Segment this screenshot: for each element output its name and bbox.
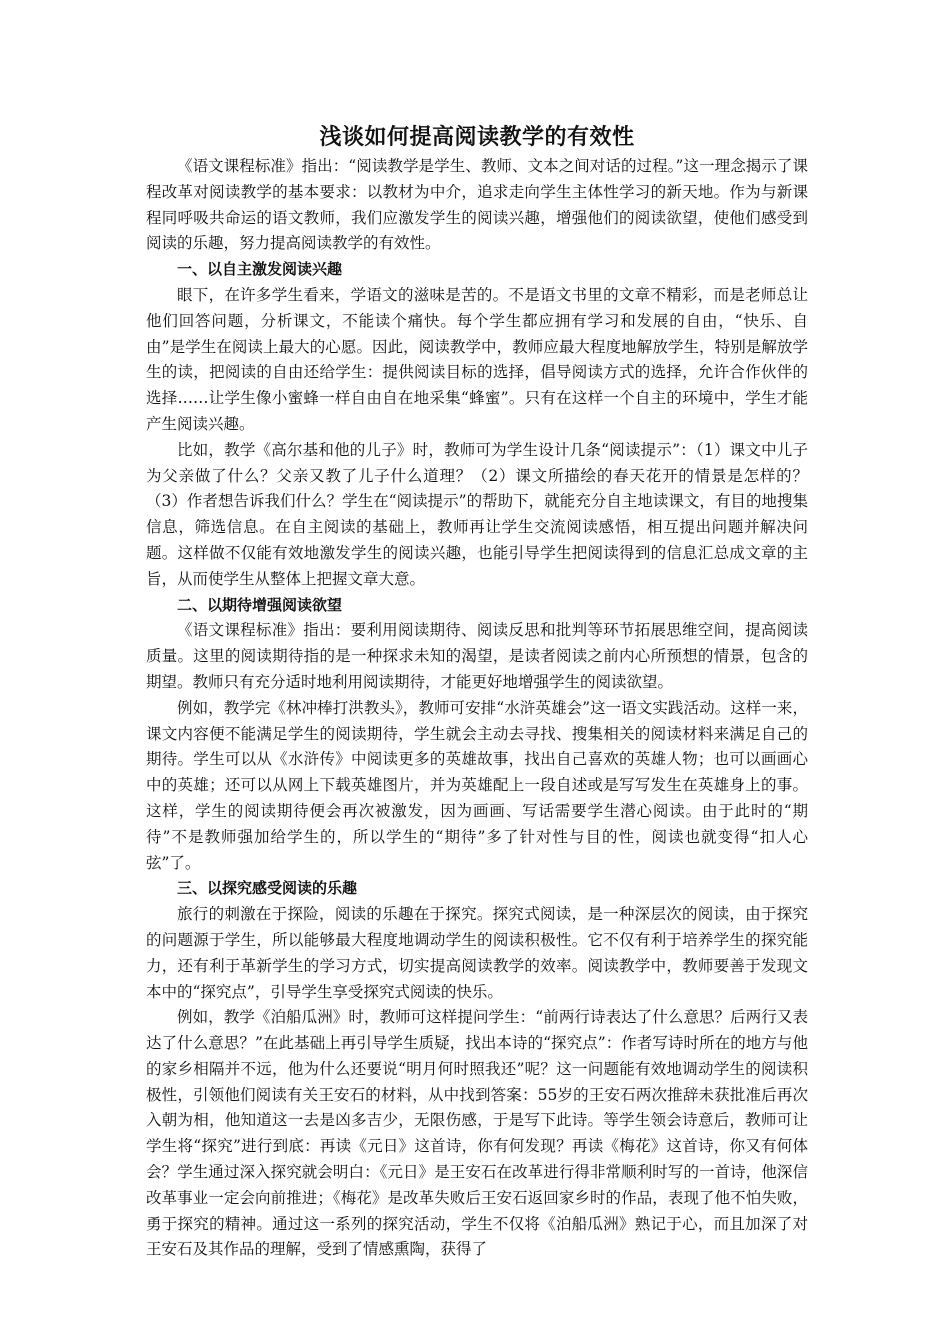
section-3-paragraph-2: 例如，教学《泊船瓜洲》时，教师可这样提问学生：“前两行诗表达了什么意思？后两行又表达了什么意思？”在此基础上再引导学生质疑，找出本诗的“探究点”：作者写诗时所在的地方与他的家乡相隔并不远，他为什么还要说“明月何时照我还”呢？这一问题能有效地调动学生的阅读积极性，引领他们阅读有关王安石的材料，从中找到答案：55岁的王安石两次推辞未获批准后再次入朝为相，他知道这一去是凶多吉少，无限伤感，于是写下此诗。等学生领会诗意后，教师可让学生将“探究”进行到底：再读《元日》这首诗，你有何发现？再读《梅花》这首诗，你又有何体会？学生通过深入探究就会明白：《元日》是王安石在改革进行得非常顺利时写的一首诗，他深信改革事业一定会向前推进；《梅花》是改革失败后王安石返回家乡时的作品，表现了他不怕失败，勇于探究的精神。通过这一系列的探究活动，学生不仅将《泊船瓜洲》熟记于心，而且加深了对王安石及其作品的理解，受到了情感熏陶，获得了 — [146, 1008, 808, 1259]
section-heading-3: 三、以探究感受阅读的乐趣 — [177, 879, 358, 898]
document-title: 浅谈如何提高阅读教学的有效性 — [319, 124, 635, 150]
section-2-paragraph-2: 例如，教学完《林冲棒打洪教头》，教师可安排“水浒英雄会”这一语文实践活动。这样一来，课文内容便不能满足学生的阅读期待，学生就会主动去寻找、搜集相关的阅读材料来满足自己的期待。学生可以从《水浒传》中阅读更多的英雄故事，找出自己喜欢的英雄人物；也可以画画心中的英雄；还可以从网上下载英雄图片，并为英雄配上一段自述或是写写发生在英雄身上的事。这样，学生的阅读期待便会再次被激发，因为画画、写话需要学生潜心阅读。由于此时的“期待”不是教师强加给学生的，所以学生的“期待”多了针对性与目的性，阅读也就变得“扣人心弦”了。 — [146, 698, 808, 872]
section-1-paragraph-2: 比如，教学《高尔基和他的儿子》时，教师可为学生设计几条“阅读提示”：（1）课文中儿子为父亲做了什么？父亲又教了儿子什么道理？（2）课文所描绘的春天花开的情景是怎样的？（3）作者想告诉我们什么？学生在“阅读提示”的帮助下，就能充分自主地读课文，有目的地搜集信息，筛选信息。在自主阅读的基础上，教师再让学生交流阅读感悟，相互提出问题并解决问题。这样做不仅能有效地激发学生的阅读兴趣，也能引导学生把阅读得到的信息汇总成文章的主旨，从而使学生从整体上把握文章大意。 — [146, 440, 808, 588]
intro-paragraph: 《语文课程标准》指出：“阅读教学是学生、教师、文本之间对话的过程。”这一理念揭示了课程改革对阅读教学的基本要求：以教材为中介，追求走向学生主体性学习的新天地。作为与新课程同呼吸共命运的语文教师，我们应激发学生的阅读兴趣，增强他们的阅读欲望，使他们感受到阅读的乐趣，努力提高阅读教学的有效性。 — [146, 157, 808, 253]
section-heading-1: 一、以自主激发阅读兴趣 — [177, 260, 343, 279]
document-page — [146, 122, 808, 1263]
section-3-paragraph-1: 旅行的刺激在于探险，阅读的乐趣在于探究。探究式阅读，是一种深层次的阅读，由于探究的问题源于学生，所以能够最大程度地调动学生的阅读积极性。它不仅有利于培养学生的探究能力，还有利于革新学生的学习方式，切实提高阅读教学的效率。阅读教学中，教师要善于发现文本中的“探究点”，引导学生享受探究式阅读的快乐。 — [146, 905, 808, 1001]
section-heading-2: 二、以期待增强阅读欲望 — [177, 595, 343, 614]
section-2-paragraph-1: 《语文课程标准》指出：要利用阅读期待、阅读反思和批判等环节拓展思维空间，提高阅读质量。这里的阅读期待指的是一种探求未知的渴望，是读者阅读之前内心所预想的情景，包含的期望。教师只有充分适时地利用阅读期待，才能更好地增强学生的阅读欲望。 — [146, 621, 808, 691]
section-1-paragraph-1: 眼下，在许多学生看来，学语文的滋味是苦的。不是语文书里的文章不精彩，而是老师总让他们回答问题，分析课文，不能读个痛快。每个学生都应拥有学习和发展的自由，“快乐、自由”是学生在阅读上最大的心愿。因此，阅读教学中，教师应最大程度地解放学生，特别是解放学生的读，把阅读的自由还给学生：提供阅读目标的选择，倡导阅读方式的选择，允许合作伙伴的选择……让学生像小蜜蜂一样自由自在地采集“蜂蜜”。只有在这样一个自主的环境中，学生才能产生阅读兴趣。 — [146, 285, 808, 433]
